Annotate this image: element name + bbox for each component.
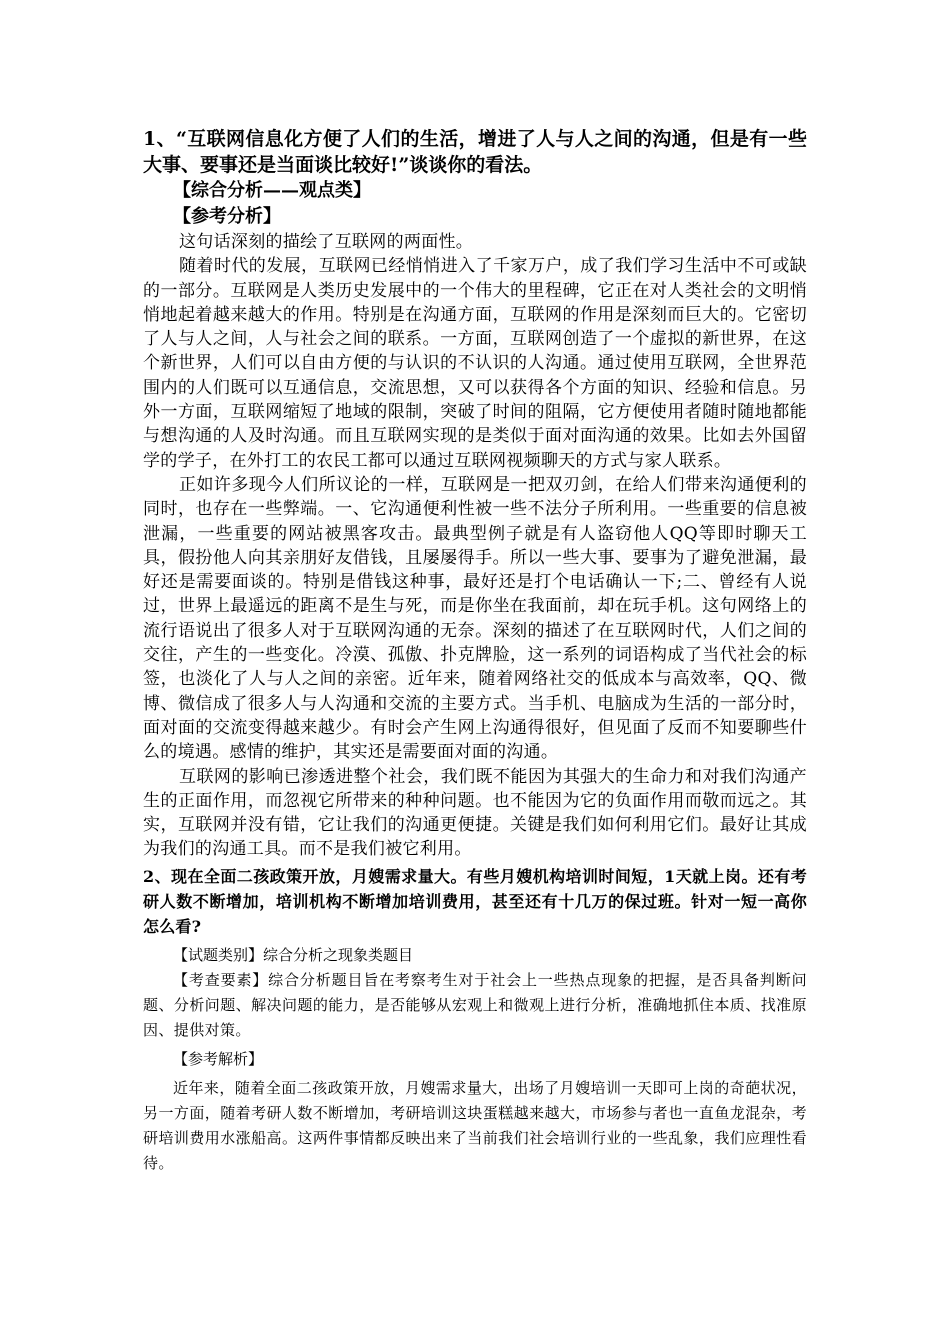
question-2-elements: 【考查要素】综合分析题目旨在考察考生对于社会上一些热点现象的把握，是否具备判断问题、分析问题、解决问题的能力，是否能够从宏观上和微观上进行分析，准确地抓住本质、找准原因、提供对策。 bbox=[143, 970, 807, 1039]
question-1-paragraph: 随着时代的发展，互联网已经悄悄进入了千家万户，成了我们学习生活中不可或缺的一部分。互联网是人类历史发展中的一个伟大的里程碑，它正在对人类社会的文明悄悄地起着越来越大的作用。特别是在沟通方面，互联网的作用是深刻而巨大的。它密切了人与人之间，人与社会之间的联系。一方面，互联网创造了一个虚拟的新世界，在这个新世界，人们可以自由方便的与认识的不认识的人沟通。通过使用互联网，全世界范围内的人们既可以互通信息，交流思想，又可以获得各个方面的知识、经验和信息。另外一方面，互联网缩短了地域的限制，突破了时间的阻隔，它方便使用者随时随地都能与想沟通的人及时沟通。而且互联网实现的是类似于面对面沟通的效果。比如去外国留学的学子，在外打工的农民工都可以通过互联网视频聊天的方式与家人联系。 bbox=[143, 256, 807, 471]
question-1-title: 1、“互联网信息化方便了人们的生活，增进了人与人之间的沟通，但是有一些大事、要事还是当面谈比较好!”谈谈你的看法。 bbox=[143, 128, 807, 176]
question-1-paragraph: 正如许多现今人们所议论的一样，互联网是一把双刃剑，在给人们带来沟通便利的同时，也存在一些弊端。一、它沟通便利性被一些不法分子所利用。一些重要的信息被泄漏，一些重要的网站被黑客攻击。最典型例子就是有人盗窃他人QQ等即时聊天工具，假扮他人向其亲朋好友借钱，且屡屡得手。所以一些大事、要事为了避免泄漏，最好还是需要面谈的。特别是借钱这种事，最好还是打个电话确认一下;二、曾经有人说过，世界上最遥远的距离不是生与死，而是你坐在我面前，却在玩手机。这句网络上的流行语说出了很多人对于互联网沟通的无奈。深刻的描述了在互联网时代，人们之间的交往，产生的一些变化。冷漠、孤傲、扑克牌脸，这一系列的词语构成了当代社会的标签，也淡化了人与人之间的亲密。近年来，随着网络社交的低成本与高效率，QQ、微博、微信成了很多人与人沟通和交流的主要方式。当手机、电脑成为生活的一部分时，面对面的交流变得越来越少。有时会产生网上沟通得很好，但见面了反而不知要聊些什么的境遇。感情的维护，其实还是需要面对面的沟通。 bbox=[143, 474, 807, 763]
question-1-paragraph: 互联网的影响已渗透进整个社会，我们既不能因为其强大的生命力和对我们沟通产生的正面作用，而忽视它所带来的种种问题。也不能因为它的负面作用而敬而远之。其实，互联网并没有错，它让我们的沟通更便捷。关键是我们如何利用它们。最好让其成为我们的沟通工具。而不是我们被它利用。 bbox=[143, 766, 807, 860]
question-1-reference-heading: 【参考分析】 bbox=[173, 206, 281, 227]
question-1-category: 【综合分析——观点类】 bbox=[173, 180, 371, 201]
question-2-type: 【试题类别】综合分析之现象类题目 bbox=[173, 945, 414, 964]
question-2-paragraph: 近年来，随着全面二孩政策开放，月嫂需求量大，出场了月嫂培训一天即可上岗的奇葩状况，另一方面，随着考研人数不断增加，考研培训这块蛋糕越来越大，市场参与者也一直鱼龙混杂，考研培训费用水涨船高。这两件事情都反映出来了当前我们社会培训行业的一些乱象，我们应理性看待。 bbox=[143, 1078, 807, 1172]
question-2-reference-heading: 【参考解析】 bbox=[173, 1049, 264, 1068]
question-2-title: 2、现在全面二孩政策开放，月嫂需求量大。有些月嫂机构培训时间短，1天就上岗。还有考研人数不断增加，培训机构不断增加培训费用，甚至还有十几万的保过班。针对一短一高你怎么看? bbox=[143, 866, 807, 936]
document-page bbox=[143, 126, 807, 1176]
question-1-paragraph: 这句话深刻的描绘了互联网的两面性。 bbox=[179, 232, 474, 252]
